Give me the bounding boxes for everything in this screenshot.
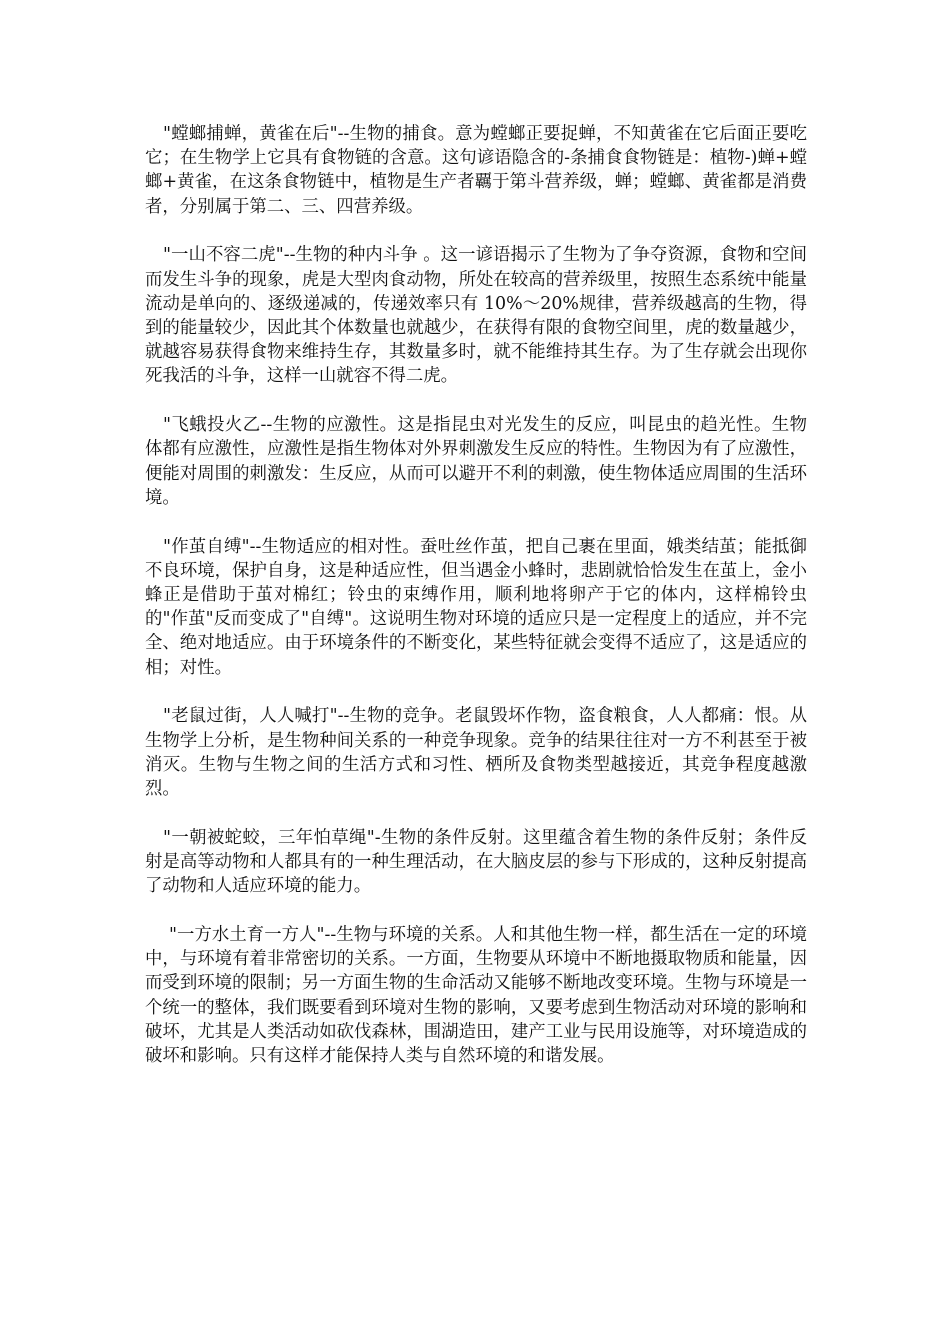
paragraph-intraspecific-struggle: "一山不容二虎"--生物的种内斗争 。这一谚语揭示了生物为了争夺资源，食物和空间而发生斗争的现象，虎是大型肉食动物，所处在较高的营养级里，按照生态系统中能量流动是单向的、逐级递减的，传递效率只有 10%～20%规律，营养级越高的生物，得到的能量较少，因此其个体数量也就越少，在获得有限的食物空间里，虎的数量越少，就越容易获得食物来维持生存，其数量多时，就不能维持其生存。为了生存就会出现你死我活的斗争，这样一山就容不得二虎。 — [145, 245, 807, 387]
paragraph-competition: "老鼠过街，人人喊打"--生物的竞争。老鼠毁坏作物，盗食粮食，人人都痛：恨。从生物学上分析，是生物种间关系的一种竞争现象。竞争的结果往往对一方不利甚至于被消灭。生物与生物之间的生活方式和习性、栖所及食物类型越接近，其竞争程度越激烈。 — [145, 706, 807, 800]
paragraph-conditioned-reflex: "一朝被蛇蛟，三年怕草绳"-生物的条件反射。这里蕴含着生物的条件反射；条件反射是高等动物和人都具有的一种生理活动，在大脑皮层的参与下形成的，这种反射提高了动物和人适应环境的能力。 — [145, 827, 807, 897]
document-page — [145, 122, 807, 1093]
paragraph-irritability: "飞蛾投火乙--生物的应激性。这是指昆虫对光发生的反应，叫昆虫的趋光性。生物体都有应激性，应激性是指生物体对外界刺激发生反应的特性。生物因为有了应激性，便能对周围的刺激发：生反应，从而可以避开不利的刺激，使生物体适应周围的生活环境。 — [145, 415, 807, 508]
paragraph-relative-adaptation: "作茧自缚"--生物适应的相对性。蚕吐丝作茧，把自己裹在里面，娥类结茧；能抵御不良环境，保护自身，这是种适应性，但当遇金小蜂时，悲剧就恰恰发生在茧上，金小蜂正是借助于茧对棉红；铃虫的束缚作用，顺利地将卵产于它的体内，这样棉铃虫的"作茧"反而变成了"自缚"。这说明生物对环境的适应只是一定程度上的适应，并不完全、绝对地适应。由于环境条件的不断变化，某些特征就会变得不适应了，这是适应的相；对性。 — [145, 536, 807, 678]
paragraph-organism-environment: "一方水土育一方人"--生物与环境的关系。人和其他生物一样，都生活在一定的环境中，与环境有着非常密切的关系。一方面，生物要从环境中不断地摄取物质和能量，因而受到环境的限制；另一方面生物的生命活动又能够不断地改变环境。生物与环境是一个统一的整体，我们既要看到环境对生物的影响，又要考虑到生物活动对环境的影响和破坏，尤其是人类活动如砍伐森林，围湖造田，建产工业与民用设施等，对环境造成的破坏和影响。只有这样才能保持人类与自然环境的和谐发展。 — [145, 925, 807, 1067]
paragraph-predation: "螳螂捕蝉，黄雀在后"--生物的捕食。意为螳螂正要捉蝉，不知黄雀在它后面正要吃它；在生物学上它具有食物链的含意。这句谚语隐含的-条捕食食物链是：植物-)蝉+螳螂+黄雀，在这条食物链中，植物是生产者覊于第斗营养级，蝉；螳螂、黄雀都是消费者，分别属于第二、三、四营养级。 — [145, 124, 807, 217]
